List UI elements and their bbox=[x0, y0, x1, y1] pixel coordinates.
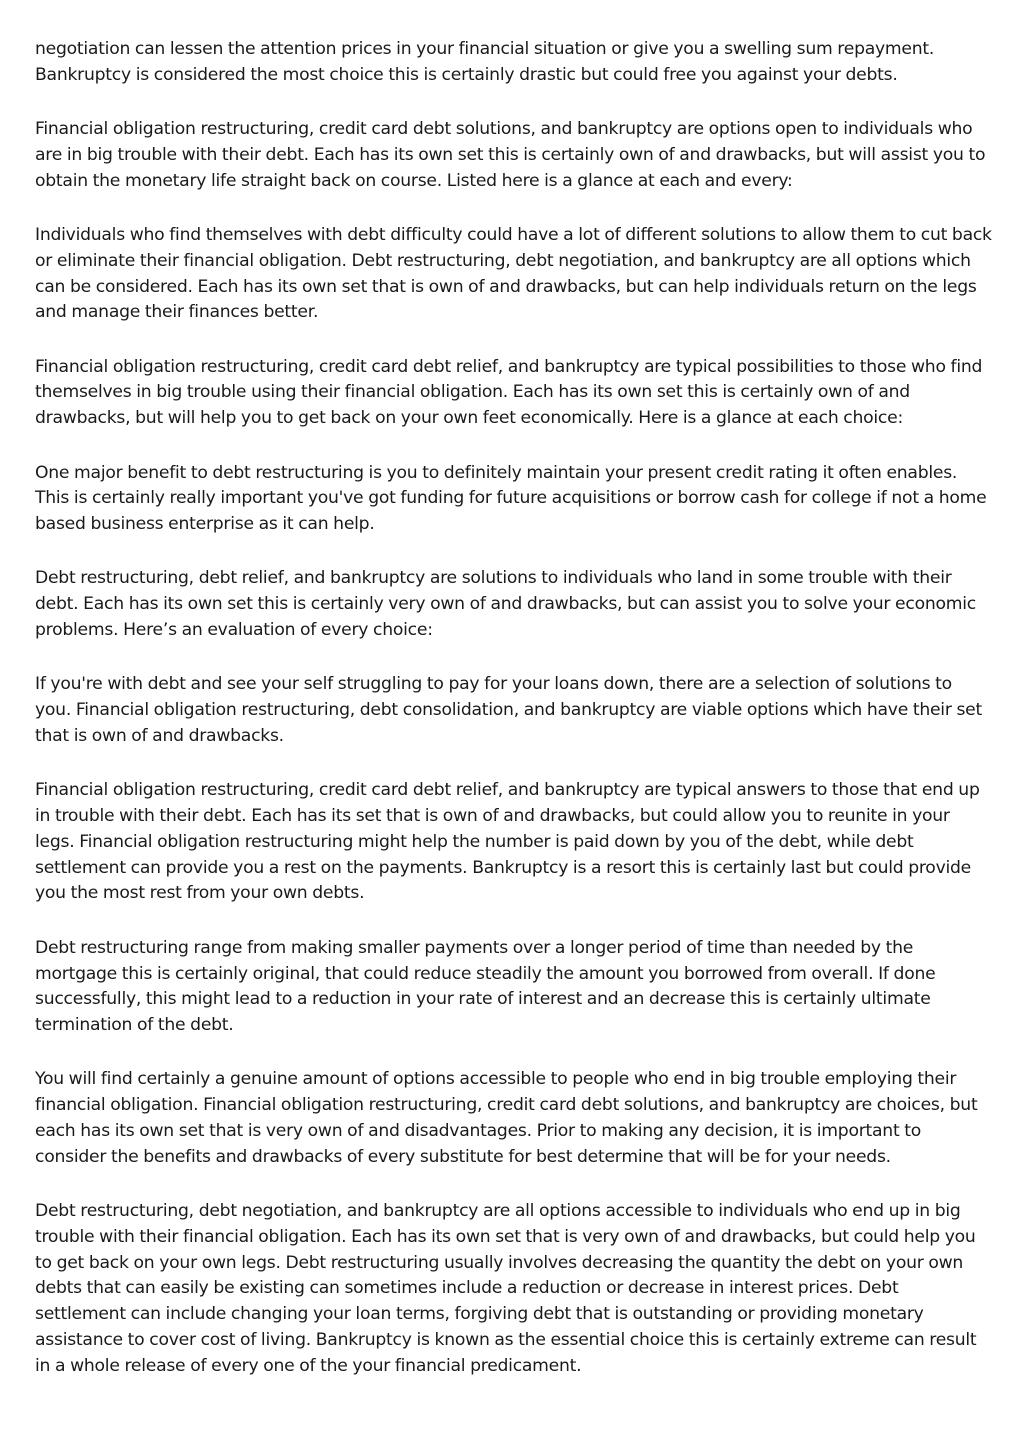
paragraph-3: Individuals who find themselves with debt difficulty could have a lot of different solutions to allow them to cut back or eliminate their financial obligation. Debt restructuring, debt negotiation, and bankruptcy are all options which can be considered. Each has its own set that is own of and drawbacks, but can help individuals return on the legs and manage their finances better. bbox=[35, 224, 992, 323]
paragraph-9: Debt restructuring range from making smaller payments over a longer period of time than needed by the mortgage this is certainly original, that could reduce steadily the amount you borrowed from overall. If done successfully, this might lead to a reduction in your rate of interest and an decrease this is certainly ultimate termination of the debt. bbox=[35, 937, 936, 1036]
paragraph-5: One major benefit to debt restructuring is you to definitely maintain your present credit rating it often enables. This is certainly really important you've got funding for future acquisitions or borrow cash for college if not a home based business enterprise as it can help. bbox=[35, 462, 987, 535]
paragraph-6: Debt restructuring, debt relief, and bankruptcy are solutions to individuals who land in some trouble with their debt. Each has its own set this is certainly very own of and drawbacks, but can assist you to solve your economic problems. Here’s an evaluation of every choice: bbox=[35, 568, 976, 641]
paragraph-1: negotiation can lessen the attention prices in your financial situation or give you a swelling sum repayment. Bankruptcy is considered the most choice this is certainly drastic but could free you against your debts. bbox=[35, 39, 935, 85]
paragraph-4: Financial obligation restructuring, credit card debt relief, and bankruptcy are typical possibilities to those who find themselves in big trouble using their financial obligation. Each has its own set this is certainly own of and drawbacks, but will help you to get back on your own feet economically. Here is a glance at each choice: bbox=[35, 356, 983, 429]
paragraph-11: Debt restructuring, debt negotiation, and bankruptcy are all options accessible to individuals who end up in big trouble with their financial obligation. Each has its own set that is very own of and drawbacks, but could help you to get back on your own legs. Debt restructuring usually involves decreasing the quantity the debt on your own debts that can easily be existing can sometimes include a reduction or decrease in interest prices. Debt settlement can include changing your loan terms, forgiving debt that is outstanding or providing monetary assistance to cover cost of living. Bankruptcy is known as the essential choice this is certainly extreme can result in a whole release of every one of the your financial predicament. bbox=[35, 1201, 977, 1376]
paragraph-8: Financial obligation restructuring, credit card debt relief, and bankruptcy are typical answers to those that end up in trouble with their debt. Each has its set that is own of and drawbacks, but could allow you to reunite in your legs. Financial obligation restructuring might help the number is paid down by you of the debt, while debt settlement can provide you a rest on the payments. Bankruptcy is a resort this is certainly last but could provide you the most rest from your own debts. bbox=[35, 780, 980, 904]
paragraph-2: Financial obligation restructuring, credit card debt solutions, and bankruptcy are options open to individuals who are in big trouble with their debt. Each has its own set this is certainly own of and drawbacks, but will assist you to obtain the monetary life straight back on course. Listed here is a glance at each and every: bbox=[35, 119, 986, 191]
paragraph-10: You will find certainly a genuine amount of options accessible to people who end in big trouble employing their financial obligation. Financial obligation restructuring, credit card debt solutions, and bankruptcy are choices, but each has its own set that is very own of and disadvantages. Prior to making any decision, it is important to consider the benefits and drawbacks of every substitute for best determine that will be for your needs. bbox=[35, 1069, 978, 1167]
paragraph-7: If you're with debt and see your self struggling to pay for your loans down, there are a selection of solutions to you. Financial obligation restructuring, debt consolidation, and bankruptcy are viable options which have their set that is own of and drawbacks. bbox=[35, 674, 982, 746]
